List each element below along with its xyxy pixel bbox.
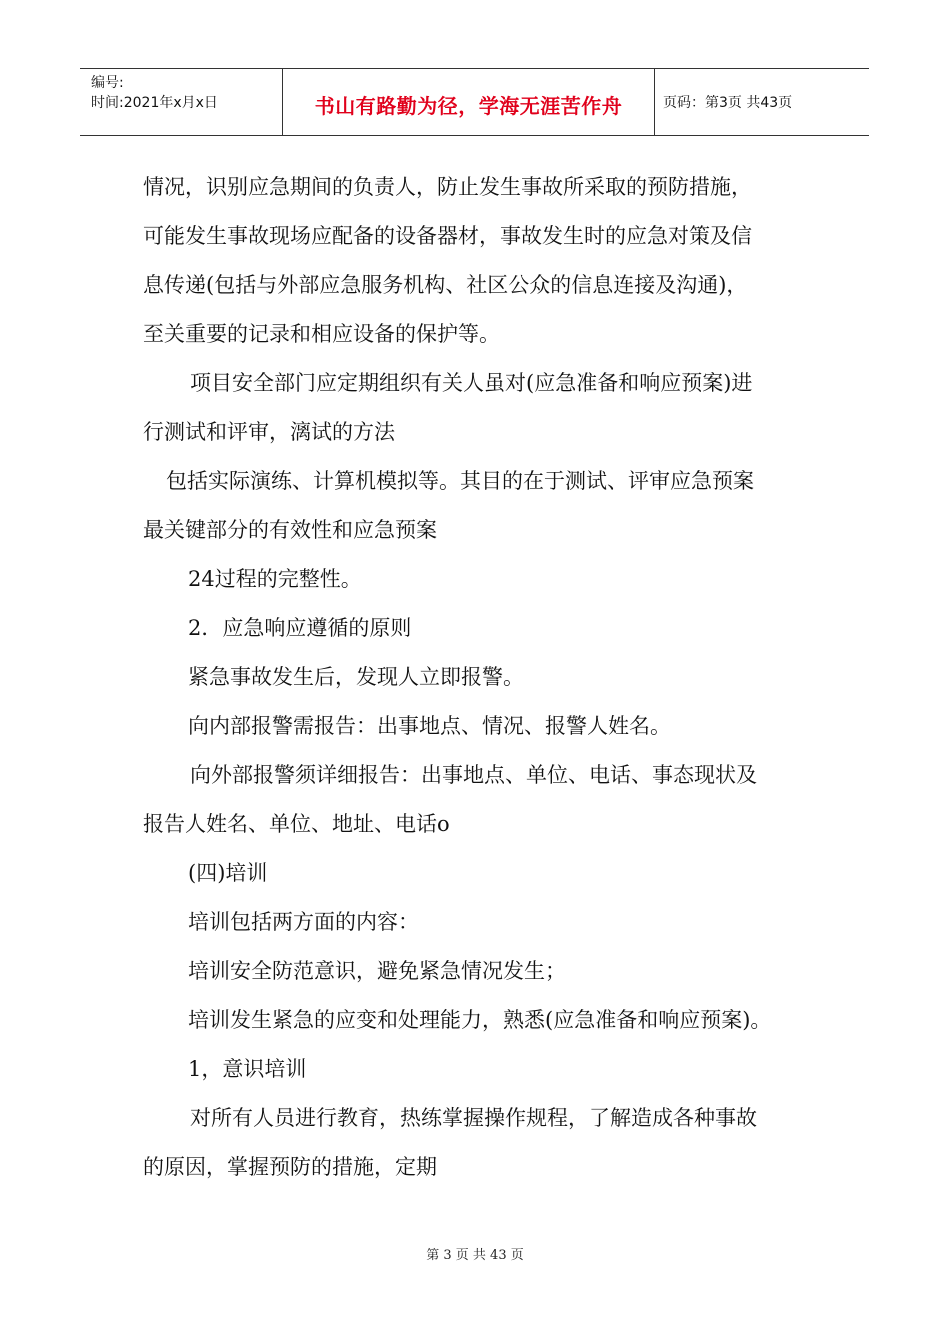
- body-line: 培训安全防范意识，避免紧急情况发生；: [188, 959, 566, 983]
- header-page-cell: [655, 69, 869, 135]
- header-page-info: 页码：第3页 共43页: [663, 95, 793, 111]
- body-line: 24过程的完整性。: [188, 567, 362, 591]
- body-line: 培训发生紧急的应变和处理能力，熟悉(应急准备和响应预案)。: [188, 1008, 772, 1032]
- body-line: 包括实际演练、计算机模拟等。其目的在于测试、评审应急预案: [166, 469, 754, 493]
- header-motto: 书山有路勤为径，学海无涯苦作舟: [314, 93, 623, 118]
- body-line: 向内部报警需报告：出事地点、情况、报警人姓名。: [188, 714, 671, 738]
- body-line: 对所有人员进行教育，热练掌握操作规程，了解造成各种事故: [190, 1106, 757, 1130]
- body-line: 紧急事故发生后，发现人立即报警。: [188, 665, 524, 689]
- document-date: 时间:2021年x月x日: [91, 95, 218, 111]
- header-motto-cell: [283, 69, 655, 135]
- body-line: 情况，识别应急期间的负责人，防止发生事故所采取的预防措施，: [143, 175, 752, 199]
- body-line: 报告人姓名、单位、地址、电话o: [143, 812, 450, 836]
- body-line: 可能发生事故现场应配备的设备器材，事故发生时的应急对策及信: [143, 224, 752, 248]
- body-line: 至关重要的记录和相应设备的保护等。: [143, 322, 500, 346]
- body-line: 行测试和评审，漓试的方法: [143, 420, 395, 444]
- document-number-label: 编号:: [91, 75, 124, 91]
- body-line: 息传递(包括与外部应急服务机构、社区公众的信息连接及沟通)，: [143, 273, 748, 297]
- page-header: [80, 68, 869, 136]
- footer-page-number: 第 3 页 共 43 页: [426, 1248, 524, 1263]
- body-line: 的原因，掌握预防的措施，定期: [143, 1155, 437, 1179]
- section-heading: (四)培训: [188, 861, 268, 885]
- body-line: 最关键部分的有效性和应急预案: [143, 518, 437, 542]
- header-meta: [80, 69, 283, 135]
- body-line: 向外部报警须详细报告：出事地点、单位、电话、事态现状及: [190, 763, 757, 787]
- subsection-heading: 1，意识培训: [188, 1057, 307, 1081]
- body-line: 项目安全部门应定期组织有关人虽对(应急准备和响应预案)进: [190, 371, 753, 395]
- page-footer: [0, 1244, 950, 1263]
- body-line: 2．应急响应遵循的原则: [188, 616, 412, 640]
- body-line: 培训包括两方面的内容：: [188, 910, 419, 934]
- document-body: [143, 163, 813, 1192]
